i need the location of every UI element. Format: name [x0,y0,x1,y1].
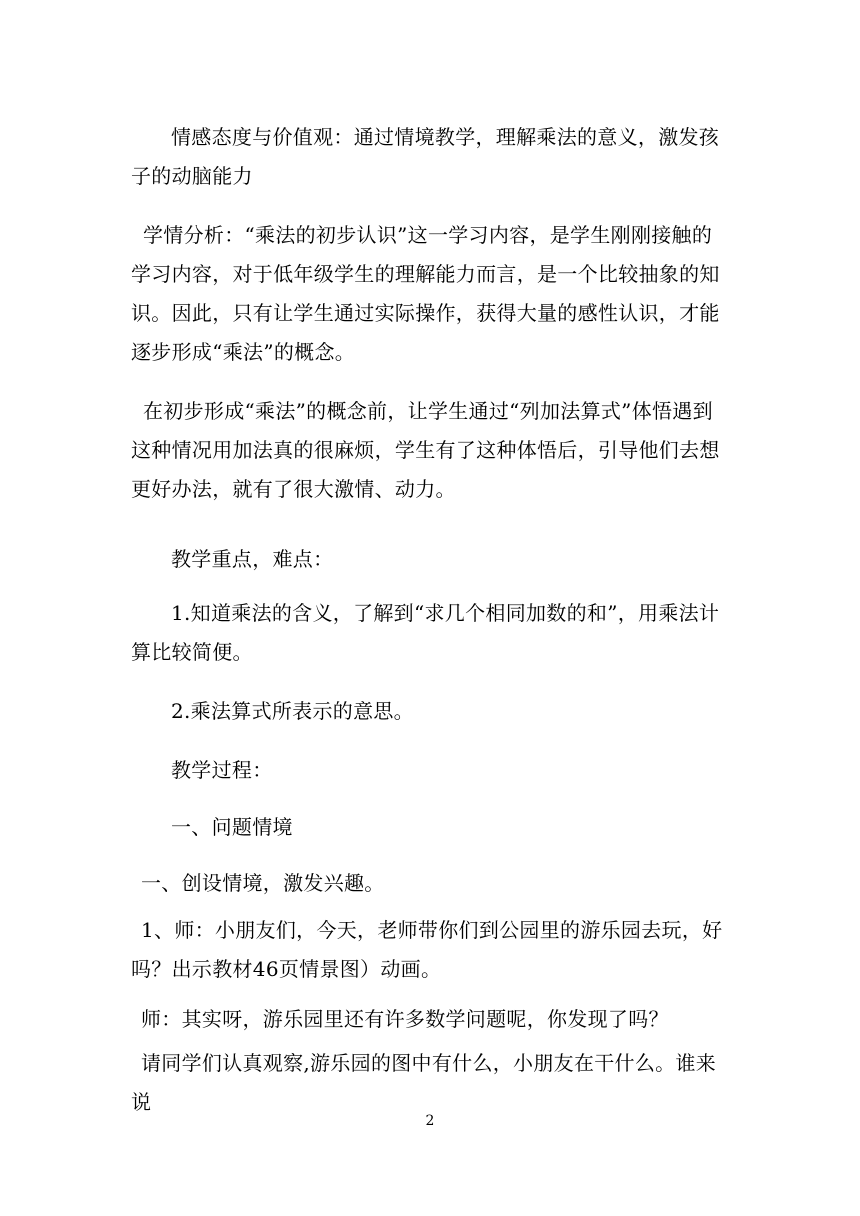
paragraph-key-point-1: 1.知道乘法的含义，了解到“求几个相同加数的和”，用乘法计算比较简便。 [131,601,720,664]
heading-key-points: 教学重点，难点： [171,547,334,571]
heading-teaching-process: 教学过程： [171,758,273,782]
heading-create-situation: 一、创设情境，激发兴趣。 [141,871,385,895]
paragraph-learning-analysis: 学情分析：“乘法的初步认识”这一学习内容，是学生刚刚接触的学习内容，对于低年级学生的理解能力而言，是一个比较抽象的知识。因此，只有让学生通过实际操作，获得大量的感性认识，才能逐步形成“乘法”的概念。 [131,223,720,364]
paragraph-key-point-2: 2.乘法算式所表示的意思。 [171,699,414,723]
paragraph-observe-instruction: 请同学们认真观察,游乐园的图中有什么，小朋友在干什么。谁来说 [131,1051,717,1114]
heading-problem-situation: 一、问题情境 [171,815,293,839]
page-number: 2 [425,1113,435,1129]
paragraph-concept-formation: 在初步形成“乘法”的概念前，让学生通过“列加法算式”体悟遇到这种情况用加法真的很麻烦，学生有了这种体悟后，引导他们去想更好办法，就有了很大激情、动力。 [131,399,720,501]
paragraph-emotion-attitude: 情感态度与价值观：通过情境教学，理解乘法的意义，激发孩子的动脑能力 [131,125,720,188]
paragraph-teacher-intro: 1、师：小朋友们，今天，老师带你们到公园里的游乐园去玩，好吗？出示教材46页情景图）动画。 [131,918,723,981]
paragraph-teacher-question: 师：其实呀，游乐园里还有许多数学问题呢，你发现了吗？ [141,1007,669,1031]
